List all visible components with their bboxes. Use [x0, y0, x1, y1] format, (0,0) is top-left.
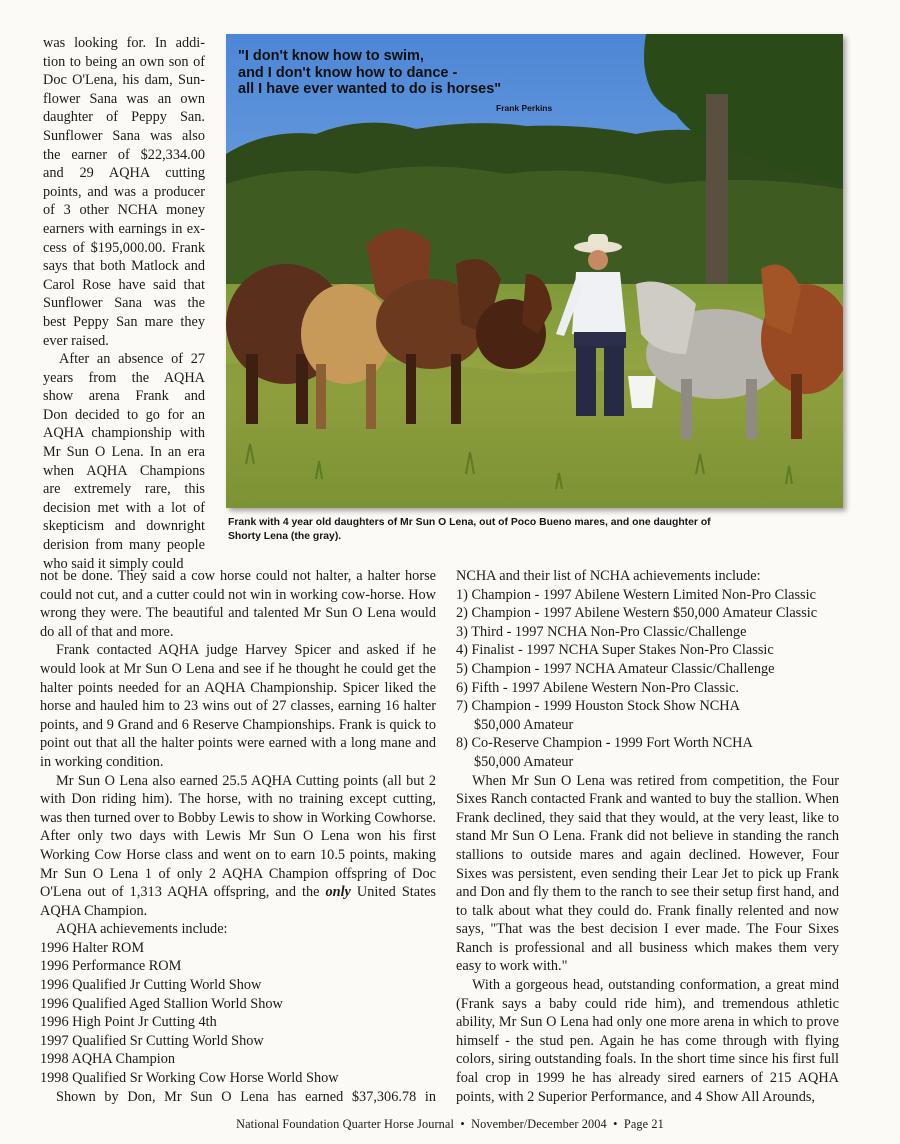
- narrow-column-line: years from the AQHA: [43, 369, 205, 386]
- narrow-column-line: skepticism and downright: [43, 518, 205, 535]
- photo-caption: [228, 516, 818, 544]
- ncha-achievement-item: 8) Co-Reserve Champion - 1999 Fort Worth NCHA: [456, 735, 753, 752]
- page-footer: National Foundation Quarter Horse Journal • November/December 2004 • Page 21: [236, 1117, 664, 1131]
- narrow-column-line: Sunflower Sana was the: [43, 295, 205, 312]
- paragraph-gorgeous-head: With a gorgeous head, outstanding conformation, a great mind (Frank says a baby could ride him), and tremendous athletic ability, Mr Sun O Lena had only one more arena in which to prove himself - the stud pen. Again he has come through with flying colors, siring outstanding foals. In the short time since his first full foal crop in 1999 he has already sired earners of 215 AQHA points, with 2 Superior Performance, and 4 Show All Arounds,: [456, 977, 839, 1105]
- aqha-achievement-item: 1996 Halter ROM: [40, 939, 145, 956]
- narrow-column-line: Don decided to go for an: [43, 406, 205, 423]
- narrow-column-line: tion to being an own son of: [43, 53, 205, 70]
- aqha-achievement-item: 1997 Qualified Sr Cutting World Show: [40, 1032, 264, 1049]
- narrow-column-line: After an absence of 27: [59, 351, 205, 368]
- ncha-achievement-item: $50,000 Amateur: [474, 716, 574, 733]
- narrow-column-line: Mr Sun O Lena. In an era: [43, 444, 205, 461]
- ncha-achievements-list: [456, 586, 839, 772]
- narrow-column-line: the earner of $22,334.00: [43, 146, 205, 163]
- narrow-column-line: of 3 other NCHA money: [43, 202, 205, 219]
- ncha-achievement-item: 6) Fifth - 1997 Abilene Western Non-Pro Classic.: [456, 679, 739, 696]
- paragraph-harvey-spicer: Frank contacted AQHA judge Harvey Spicer and asked if he would look at Mr Sun O Lena and see if he thought he could get the halter points needed for an AQHA Championship. Spicer liked the horse and hauled him to 23 wins out of 27 classes, earning 16 halter points, and 9 Grand and 6 Reserve Championships. Frank is quick to point out that all the halter points were earned with a long mane and in working condition.: [40, 642, 436, 770]
- ncha-achievement-item: 5) Champion - 1997 NCHA Amateur Classic/Challenge: [456, 660, 775, 677]
- narrow-column: [43, 34, 205, 573]
- narrow-column-line: flower Sana was an own: [43, 90, 205, 107]
- aqha-achievement-item: 1998 AQHA Champion: [40, 1051, 176, 1068]
- paragraph-cannot-be-done: not be done. They said a cow horse could not halter, a halter horse could not cut, and a cutter could not win in working cow-horse. How wrong they were. The beautiful and talented Mr Sun O Lena would do all of that and more.: [40, 568, 436, 640]
- quote-line: all I have ever wanted to do is horses": [238, 81, 502, 97]
- narrow-column-line: are extremely rare, this: [43, 481, 205, 498]
- narrow-column-line: show arena Frank and: [43, 388, 205, 405]
- ncha-achievement-item: 4) Finalist - 1997 NCHA Super Stakes Non-Pro Classic: [456, 642, 774, 659]
- narrow-column-line: Doc O'Lena, his dam, Sun-: [43, 72, 205, 89]
- caption-line: Shorty Lena (the gray).: [228, 531, 342, 542]
- paragraph-four-sixes: When Mr Sun O Lena was retired from competition, the Four Sixes Ranch contacted Frank and wanted to buy the stallion. When Frank declined, they said that they would, at the very least, like to stand Mr Sun O Lena. Frank did not believe in standing the ranch stallions to outside mares and again declined. However, Four Sixes was persistent, even sending their Lear Jet to pick up Frank and Don and fly them to the ranch to see their setup first hand, and to talk about what they could do. Frank finally relented and now says, "That was the best decision I ever made. The Four Sixes Ranch is professional and all business which makes them very easy to work with.": [456, 772, 839, 975]
- narrow-column-line: daughter of Peppy San.: [43, 109, 205, 126]
- photo-quote: [238, 48, 501, 98]
- cutting-points-text: Mr Sun O Lena also earned 25.5 AQHA Cutting points (all but 2 with Don riding him). The horse, with no training except cutting, was then turned over to Bobby Lewis to show in Working Cowhorse. After only two days with Lewis Mr Sun O Lena won his first Working Cow Horse class and went on to earn 10.5 points, making Mr Sun O Lena 1 of only 2 AQHA Champion offspring of Doc O'Lena out of 1,313 AQHA offspring, and the: [40, 772, 436, 901]
- aqha-achievements-heading: AQHA achievements include:: [56, 921, 228, 938]
- narrow-column-line: ever raised.: [43, 332, 109, 349]
- narrow-column-line: best Peppy San mare they: [43, 313, 205, 330]
- left-column: [40, 567, 436, 1106]
- narrow-column-line: was looking for. In addi-: [43, 35, 205, 51]
- narrow-column-line: Carol Rose have said that: [43, 276, 205, 293]
- footer-issue: November/December 2004: [471, 1117, 607, 1131]
- footer-page-number: Page 21: [623, 1117, 664, 1131]
- narrow-column-line: who said it simply could: [43, 555, 184, 572]
- narrow-column-line: decision met with a lot of: [43, 499, 205, 516]
- quote-line: and I don't know how to dance -: [238, 64, 458, 81]
- paragraph-cutting-points: [40, 772, 436, 921]
- ncha-achievement-item: 7) Champion - 1999 Houston Stock Show NCHA: [456, 698, 740, 715]
- narrow-column-line: AQHA championship with: [43, 425, 205, 442]
- aqha-achievement-item: 1996 Qualified Aged Stallion World Show: [40, 995, 283, 1012]
- aqha-achievement-item: 1998 Qualified Sr Working Cow Horse World Show: [40, 1070, 339, 1087]
- quote-author: Frank Perkins: [496, 103, 553, 113]
- ncha-achievements-heading: NCHA and their list of NCHA achievements include:: [456, 568, 761, 584]
- narrow-column-line: earners with earnings in ex-: [43, 220, 205, 237]
- right-column: [456, 567, 839, 1106]
- narrow-column-line: when AQHA Champions: [43, 462, 205, 479]
- narrow-column-line: points, and was a producer: [43, 183, 205, 200]
- quote-line: "I don't know how to swim,: [238, 48, 424, 64]
- cutting-points-text-end: United States AQHA Champion.: [40, 884, 436, 919]
- paragraph-shown-by-don: Shown by Don, Mr Sun O Lena has earned $37,306.78 in: [56, 1088, 436, 1105]
- narrow-column-line: derision from many people: [43, 537, 205, 554]
- narrow-column-line: says that both Matlock and: [43, 258, 205, 275]
- ncha-achievement-item: 3) Third - 1997 NCHA Non-Pro Classic/Challenge: [456, 623, 747, 640]
- narrow-column-line: and 29 AQHA cutting: [43, 165, 205, 182]
- ncha-achievement-item: $50,000 Amateur: [474, 753, 574, 770]
- aqha-achievement-item: 1996 High Point Jr Cutting 4th: [40, 1014, 217, 1031]
- ncha-achievement-item: 1) Champion - 1997 Abilene Western Limited Non-Pro Classic: [456, 586, 816, 603]
- narrow-column-line: Sunflower Sana was also: [43, 127, 205, 144]
- narrow-column-line: cess of $195,000.00. Frank: [43, 239, 205, 256]
- footer-publication: National Foundation Quarter Horse Journal: [236, 1117, 454, 1131]
- ncha-achievement-item: 2) Champion - 1997 Abilene Western $50,000 Amateur Classic: [456, 605, 818, 622]
- emphasis-only: only: [325, 884, 351, 901]
- caption-line: Frank with 4 year old daughters of Mr Sun O Lena, out of Poco Bueno mares, and one daughter of: [228, 517, 711, 528]
- aqha-achievements-list: [40, 939, 436, 1088]
- horses-photo: [226, 34, 843, 508]
- aqha-achievement-item: 1996 Performance ROM: [40, 958, 182, 975]
- aqha-achievement-item: 1996 Qualified Jr Cutting World Show: [40, 977, 262, 994]
